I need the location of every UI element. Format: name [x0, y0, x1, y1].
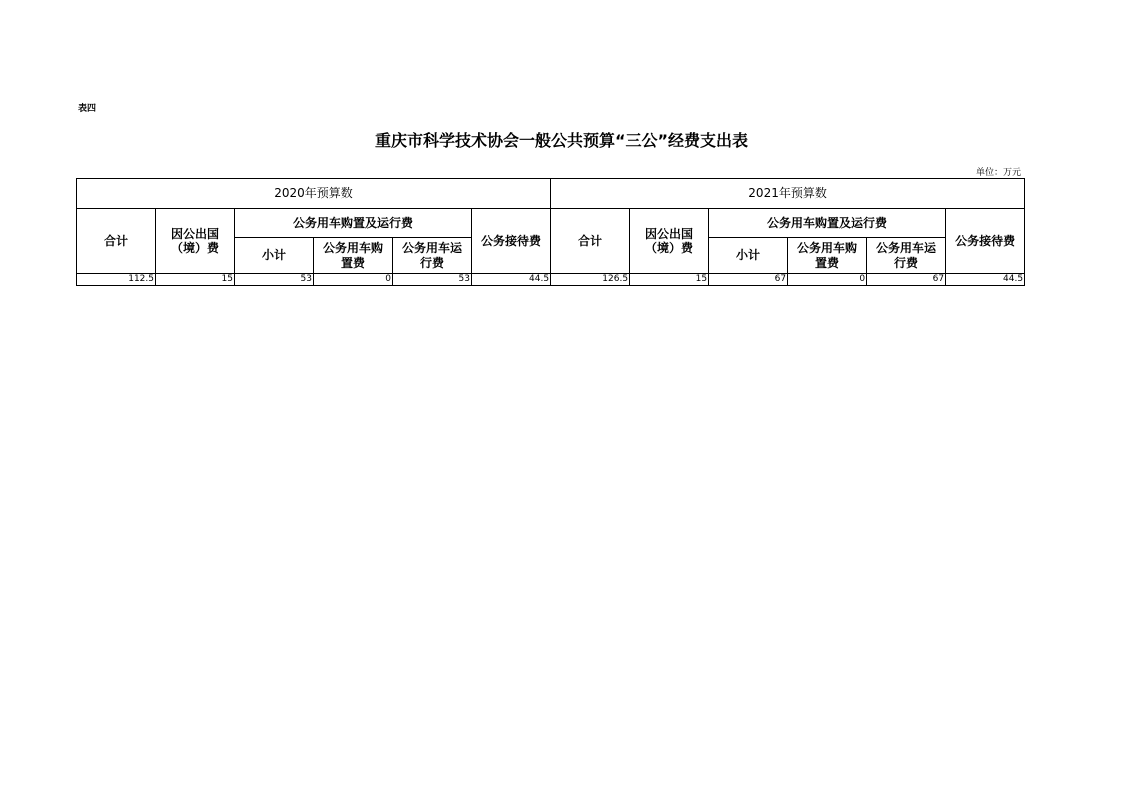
value-2021-overseas: 15	[630, 274, 709, 286]
operation-header	[867, 238, 946, 274]
value-2021-vehicle-subtotal: 67	[709, 274, 788, 286]
value-2021-vehicle-purchase: 0	[788, 274, 867, 286]
table-number-label: 表四	[78, 104, 97, 114]
value-2020-total: 112.5	[77, 274, 156, 286]
value-2020-vehicle-purchase: 0	[314, 274, 393, 286]
value-2021-vehicle-operation: 67	[867, 274, 946, 286]
purchase-header-line1: 公务用车购	[797, 241, 858, 256]
subtotal-header: 小计	[709, 238, 788, 274]
value-2020-reception: 44.5	[472, 274, 551, 286]
operation-header-line1: 公务用车运	[401, 241, 462, 256]
value-2020-vehicle-subtotal: 53	[235, 274, 314, 286]
year-2020-header: 2020年预算数	[77, 179, 551, 209]
overseas-header	[630, 209, 709, 274]
vehicle-group-header: 公务用车购置及运行费	[235, 209, 472, 238]
page-title: 重庆市科学技术协会一般公共预算“三公”经费支出表	[374, 131, 749, 150]
purchase-header-line2: 置费	[815, 255, 840, 270]
overseas-header-line1: 因公出国	[645, 226, 694, 241]
purchase-header-line1: 公务用车购	[322, 241, 383, 256]
value-2021-total: 126.5	[551, 274, 630, 286]
purchase-header-line2: 置费	[340, 255, 365, 270]
operation-header-line2: 行费	[894, 255, 919, 270]
value-2020-vehicle-operation: 53	[393, 274, 472, 286]
overseas-header-line2: （境）费	[645, 241, 694, 255]
purchase-header	[788, 238, 867, 274]
operation-header-line2: 行费	[419, 255, 444, 270]
vehicle-group-header: 公务用车购置及运行费	[709, 209, 946, 238]
total-header: 合计	[77, 209, 156, 274]
budget-table	[76, 178, 1025, 286]
data-row	[77, 274, 1025, 286]
value-2021-reception: 44.5	[946, 274, 1025, 286]
overseas-header	[156, 209, 235, 274]
overseas-header-line1: 因公出国	[170, 226, 219, 241]
purchase-header	[314, 238, 393, 274]
value-2020-overseas: 15	[156, 274, 235, 286]
year-2021-header: 2021年预算数	[551, 179, 1025, 209]
column-header-row	[77, 209, 1025, 238]
reception-header: 公务接待费	[472, 209, 551, 274]
operation-header-line1: 公务用车运	[876, 241, 937, 256]
unit-label: 单位：万元	[975, 168, 1021, 178]
overseas-header-line2: （境）费	[170, 241, 219, 255]
subtotal-header: 小计	[235, 238, 314, 274]
year-header-row	[77, 179, 1025, 209]
total-header: 合计	[551, 209, 630, 274]
operation-header	[393, 238, 472, 274]
reception-header: 公务接待费	[946, 209, 1025, 274]
